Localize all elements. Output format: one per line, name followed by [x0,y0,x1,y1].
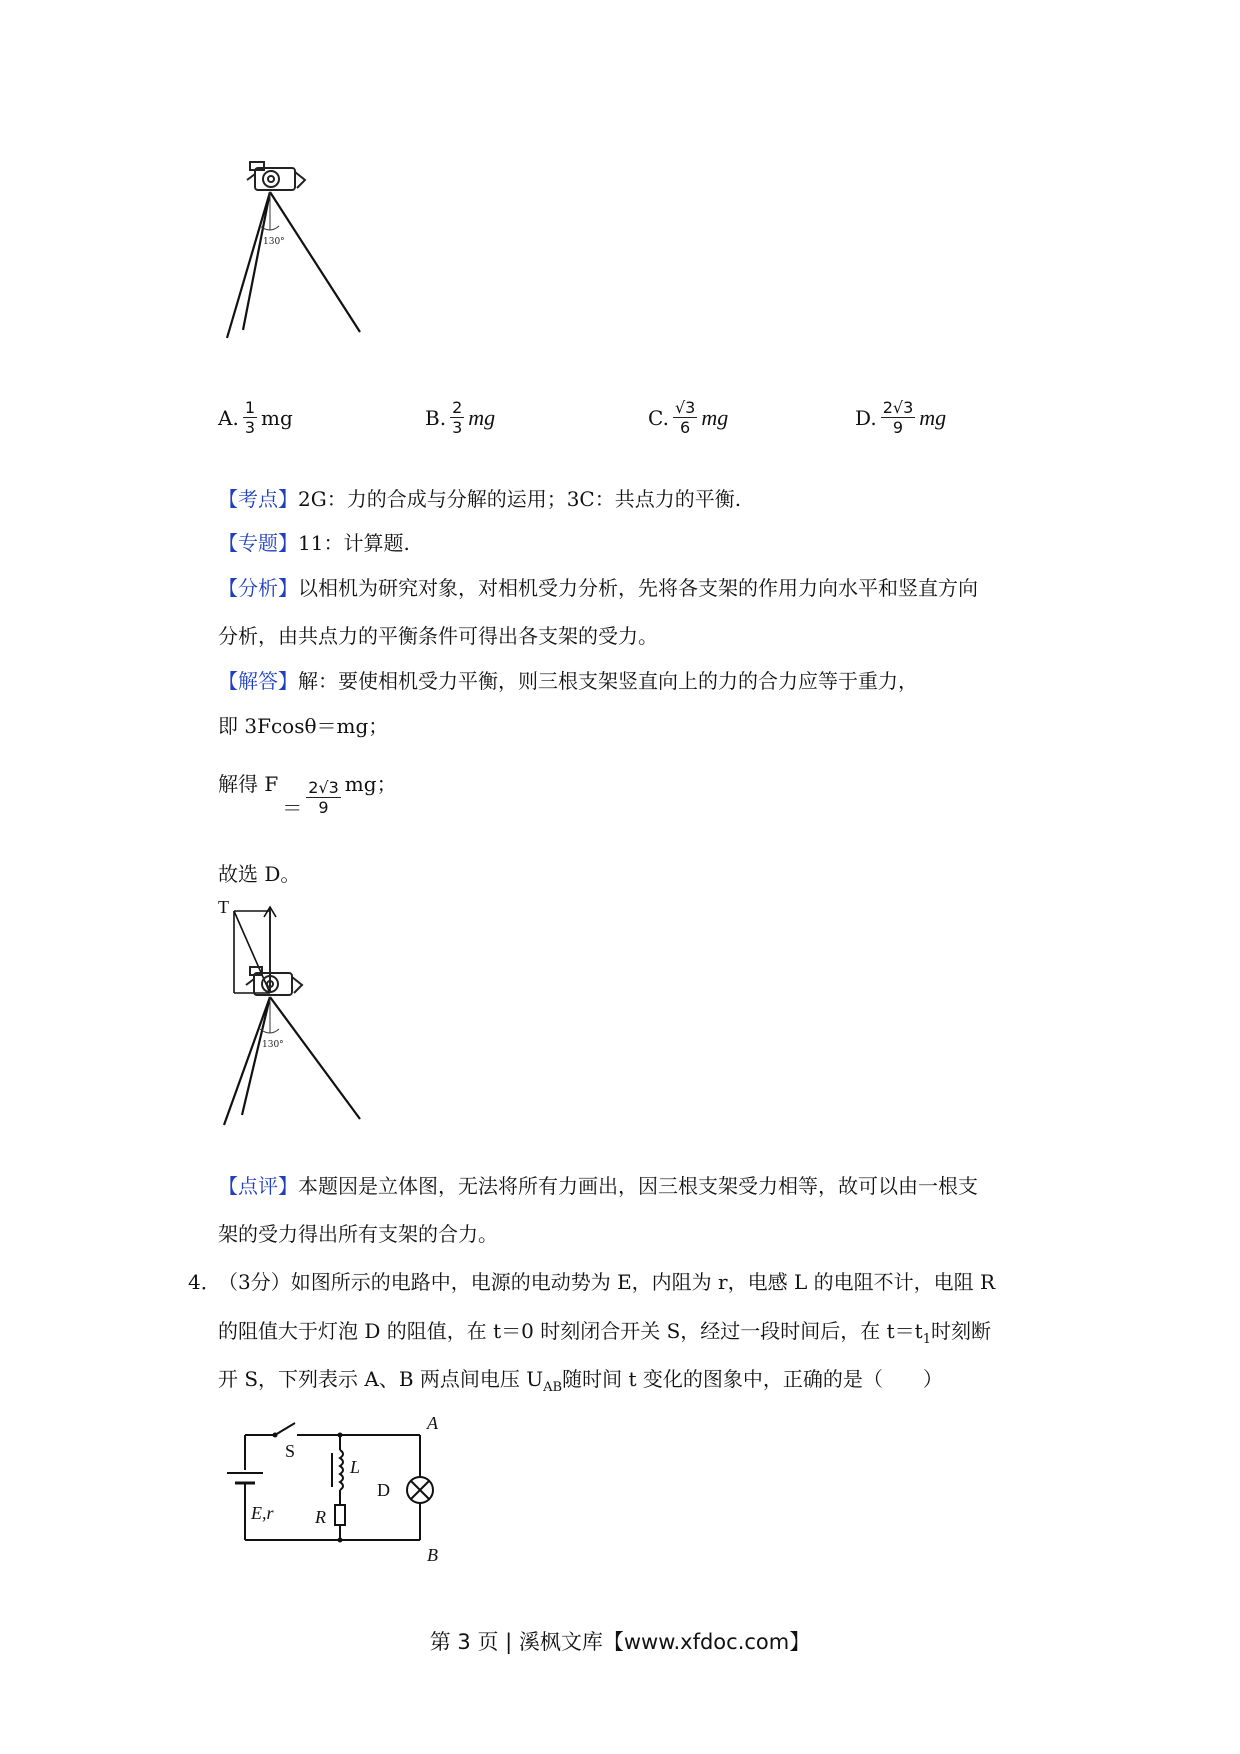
option-letter: D. [855,405,877,430]
fenxi-line-2: 分析，由共点力的平衡条件可得出各支架的受力。 [218,624,658,648]
option-unit: mg [261,405,293,430]
zhuanti-tag: 【专题】 [218,531,298,555]
q4-line-3 [218,1363,943,1395]
option-unit: mg [919,404,947,430]
jieda-line-4: 故选 D。 [218,862,301,886]
numerator: √3 [674,398,696,417]
option-letter: A. [218,405,239,430]
jieda-line-3 [218,768,397,821]
denominator: 6 [680,418,691,437]
option-unit: mg [701,404,729,430]
fraction [881,398,916,437]
equals-sign: ＝ [282,796,303,820]
tripod-figure-1 [215,160,365,340]
dianping-text: 本题因是立体图，无法将所有力画出，因三根支架受力相等，故可以由一根支 [298,1174,978,1198]
label-L: L [350,1457,361,1477]
zhuanti-line [218,527,410,556]
kaodian-line [218,483,741,512]
subscript: 1 [922,1332,931,1347]
numerator: 2√3 [882,398,914,417]
angle-label: 130° [263,237,285,247]
option-letter: B. [425,405,447,430]
jieda-line-2: 即 3Fcosθ＝mg； [218,714,389,738]
q4-text: 时刻断 [931,1319,991,1343]
dianping-line-2: 架的受力得出所有支架的合力。 [218,1222,498,1246]
tripod-force-figure [212,893,372,1133]
q4-line-2 [218,1315,991,1347]
question-number: 4． [188,1270,221,1294]
zhuanti-text: 11：计算题. [298,531,410,555]
kaodian-tag: 【考点】 [218,487,298,511]
numerator: 2√3 [308,778,339,797]
dianping-line-1 [218,1170,978,1199]
numerator: 2 [452,398,463,417]
kaodian-text: 2G：力的合成与分解的运用；3C：共点力的平衡. [298,487,742,511]
label-Er: E,r [251,1503,274,1523]
subscript: AB [543,1380,563,1395]
jieda-text: 解：要使相机受力平衡，则三根支架竖直向上的力的合力应等于重力， [298,669,918,693]
option-c [648,398,728,437]
jieda-line-1 [218,665,918,694]
angle-label: 130° [262,1040,284,1050]
fraction [243,398,257,437]
camera-icon [246,967,302,995]
option-letter: C. [648,405,669,430]
option-unit: mg [468,404,496,430]
q4-text: 的阻值大于灯泡 D 的阻值，在 t＝0 时刻闭合开关 S，经过一段时间后，在 t＝t [218,1319,923,1343]
fenxi-text: 以相机为研究对象，对相机受力分析，先将各支架的作用力向水平和竖直方向 [298,576,978,600]
jieda-unit: mg； [344,772,397,796]
label-B: B [427,1545,438,1565]
label-R: R [315,1507,326,1527]
fenxi-tag: 【分析】 [218,576,298,600]
label-A: A [427,1415,438,1433]
q4-line-1: （3分）如图所示的电路中，电源的电动势为 E，内阻为 r，电感 L 的电阻不计，电阻 R [218,1270,996,1294]
option-b [425,398,495,437]
fraction [673,398,697,437]
label-S: S [285,1441,296,1461]
dianping-tag: 【点评】 [218,1174,298,1198]
circuit-diagram [215,1415,455,1565]
label-D: D [377,1480,390,1500]
numerator: 1 [244,398,255,417]
denominator: 9 [892,418,904,437]
fraction [306,778,341,817]
camera-icon [247,162,305,190]
q4-text: 开 S，下列表示 A、B 两点间电压 U [218,1367,544,1391]
option-d [855,398,946,437]
denominator: 9 [318,798,329,817]
fenxi-line-1 [218,572,978,601]
page-footer: 第 3 页 | 溪枫文库【www.xfdoc.com】 [429,1630,811,1654]
jieda-solve-label: 解得 F [218,772,279,796]
denominator: 3 [244,418,255,437]
label-T: T [218,897,229,917]
option-a [218,398,293,437]
fraction [450,398,464,437]
jieda-tag: 【解答】 [218,669,298,693]
q4-text: 随时间 t 变化的图象中，正确的是（ ） [562,1367,943,1391]
denominator: 3 [452,418,463,437]
